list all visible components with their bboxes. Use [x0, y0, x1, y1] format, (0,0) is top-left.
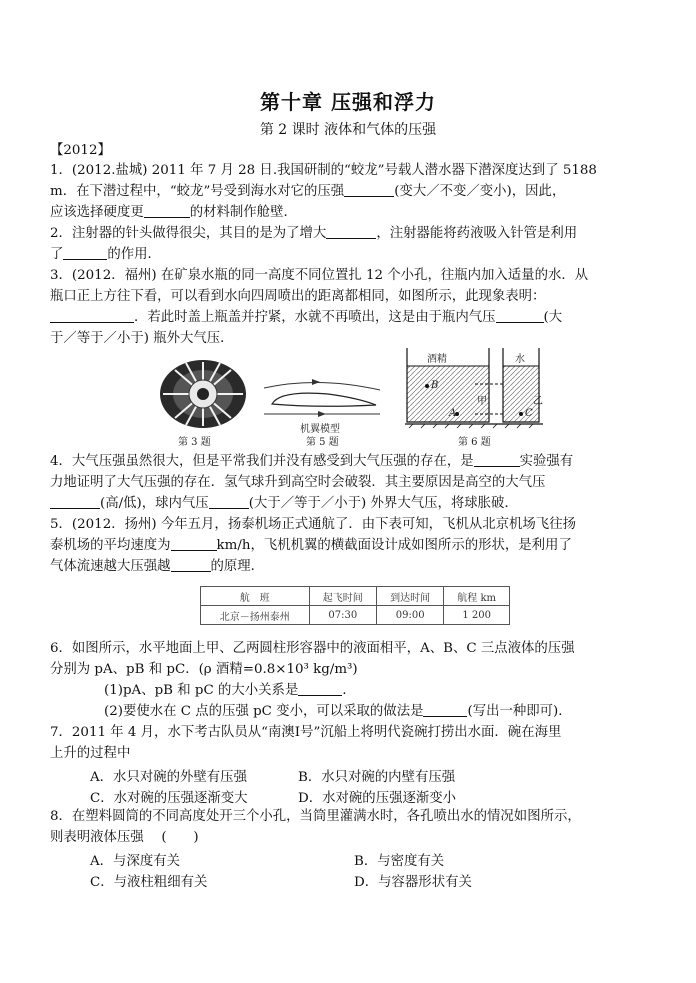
q6-sub1: (1)pA、pB 和 pC 的大小关系是 ． [104, 683, 356, 698]
q6-blank1[interactable] [298, 682, 342, 696]
q1-blank1[interactable] [344, 183, 394, 197]
flight-header-cell: 航程 km [444, 587, 510, 606]
flight-cell: 07:30 [309, 606, 376, 625]
q2-blank2[interactable] [63, 246, 107, 260]
q5-line1: 5．(2012．扬州) 今年五月，扬泰机场正式通航了．由下表可知，飞机从北京机场飞往扬 [50, 517, 576, 532]
figure-5-wing-model [258, 378, 388, 426]
flight-table-header [201, 587, 510, 606]
figure-6-point-A: A [449, 408, 457, 419]
figure-5-wing-label: 机翼模型 [300, 424, 340, 435]
q3-line2: 瓶口正上方往下看，可以看到水向四周喷出的距离都相同，如图所示，此现象表明： [50, 289, 546, 304]
figure-6-caption: 第 6 题 [458, 437, 491, 448]
q4-blank3[interactable] [209, 495, 249, 509]
q3-line4: 于／等于／小于) 瓶外大气压． [50, 331, 234, 346]
q7-option-c[interactable]: C．水对碗的压强逐渐变大 [90, 791, 248, 806]
q4-blank2[interactable] [50, 495, 100, 509]
q5-blank1[interactable] [171, 537, 217, 551]
q8-option-c[interactable]: C．与液柱粗细有关 [90, 875, 208, 890]
figure-3-bottle-top-view [158, 358, 248, 430]
q8-line2: 则表明液体压强 ( ) [50, 830, 199, 845]
q8-option-b[interactable]: B．与密度有关 [354, 854, 445, 869]
q7-option-b[interactable]: B．水只对碗的内壁有压强 [298, 770, 456, 785]
q4-line3: (高/低)，球内气压 (大于／等于／小于) 外界大气压，将球胀破． [50, 495, 650, 513]
q7-option-a[interactable]: A．水只对碗的外壁有压强 [90, 770, 247, 785]
q3-line3: ．若此时盖上瓶盖并拧紧，水就不再喷出，这是由于瓶内气压 (大 [50, 309, 650, 327]
q8-option-d[interactable]: D．与容器形状有关 [354, 875, 472, 890]
q2-blank1[interactable] [326, 225, 376, 239]
flight-cell: 1 200 [444, 606, 510, 625]
figure-6-point-B: B [431, 380, 439, 391]
q6-line2: 分别为 pA、pB 和 pC．(ρ 酒精=0.8×10³ kg/m³) [50, 662, 358, 677]
page-title: 第十章 压强和浮力 [260, 90, 436, 114]
flight-header-cell: 起飞时间 [309, 587, 376, 606]
flight-cell: 09:00 [376, 606, 443, 625]
q3-line1: 3．(2012．福州) 在矿泉水瓶的同一高度不同位置扎 12 个小孔，往瓶内加入适量的水．从 [50, 268, 589, 283]
q2-line2: 了 的作用． [50, 247, 161, 262]
q4-line1: 4．大气压强虽然很大，但是平常我们并没有感受到大气压强的存在，是 实验强有 [50, 454, 574, 469]
figure-3-caption: 第 3 题 [178, 437, 211, 448]
figure-6-point-C: C [525, 408, 533, 419]
figure-5-caption: 第 5 题 [306, 437, 339, 448]
q7-line2: 上升的过程中 [50, 746, 131, 761]
q5-line2: 泰机场的平均速度为 km/h，飞机机翼的横截面设计成如图所示的形状，是利用了 [50, 538, 572, 553]
figure-6-label-alcohol: 酒精 [427, 354, 447, 365]
q6-line1: 6．如图所示，水平地面上甲、乙两圆柱形容器中的液面相平，A、B、C 三点液体的压强 [50, 641, 575, 656]
flight-header-cell: 到达时间 [376, 587, 443, 606]
flight-cell: 北京－扬州泰州 [201, 606, 310, 625]
q3-blank1[interactable] [50, 309, 134, 323]
q6-sub2: (2)要使水在 C 点的压强 pC 变小，可以采取的做法是 (写出一种即可)． [104, 704, 572, 719]
figure-6-label-water: 水 [515, 354, 525, 365]
year-tag: 【2012】 [50, 143, 111, 158]
q5-blank2[interactable] [171, 558, 211, 572]
q5-line3: 气体流速越大压强越 的原理． [50, 559, 265, 574]
q7-option-d[interactable]: D．水对碗的压强逐渐变小 [298, 791, 457, 806]
q4-line2: 力地证明了大气压强的存在．氢气球升到高空时会破裂．其主要原因是高空的大气压 [50, 475, 546, 490]
figure-6-containers [405, 346, 545, 432]
q1-line1: 1．(2012.盐城) 2011 年 7 月 28 日.我国研制的“蛟龙”号载人潜水器下潜深度达到了 5188 [50, 163, 597, 178]
q8-line1: 8．在塑料圆筒的不同高度处开三个小孔，当筒里灌满水时，各孔喷出水的情况如图所示， [50, 809, 581, 824]
q3-blank2[interactable] [496, 309, 544, 323]
flight-header-cell: 航 班 [201, 587, 310, 606]
figure-6-label-jia: 甲 [477, 396, 487, 407]
q2-line1: 2．注射器的针头做得很尖，其目的是为了增大 ，注射器能将药液吸入针管是利用 [50, 226, 578, 241]
flight-table [200, 586, 510, 625]
page-subtitle: 第 2 课时 液体和气体的压强 [259, 122, 437, 138]
figure-6-label-yi: 乙 [533, 396, 543, 407]
q1-blank2[interactable] [144, 204, 190, 218]
q1-line3: 应该选择硬度更 的材料制作舱壁． [50, 205, 297, 220]
q4-blank1[interactable] [474, 453, 520, 467]
q7-line1: 7．2011 年 4 月，水下考古队员从“南澳Ⅰ号”沉船上将明代瓷碗打捞出水面．碗在海里 [50, 725, 562, 740]
q8-option-a[interactable]: A．与深度有关 [90, 854, 181, 869]
q6-blank2[interactable] [423, 703, 467, 717]
flight-table-row [201, 606, 510, 625]
q1-line2: m．在下潜过程中，“蛟龙”号受到海水对它的压强 (变大／不变／变小)，因此， [50, 184, 566, 199]
